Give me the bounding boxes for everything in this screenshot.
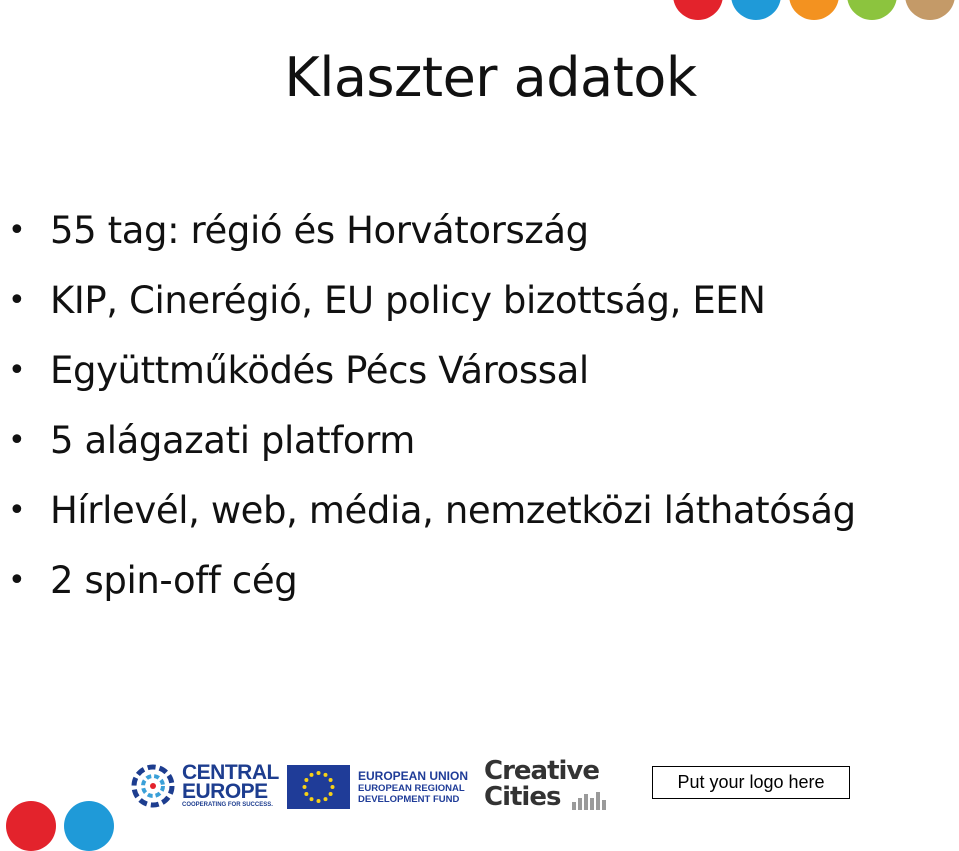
decor-dot-green bbox=[847, 0, 897, 20]
creative-cities-bars-icon bbox=[572, 792, 606, 810]
central-europe-tagline: COOPERATING FOR SUCCESS. bbox=[182, 802, 273, 808]
eu-fund-text bbox=[358, 769, 468, 805]
central-europe-line1: CENTRAL bbox=[182, 761, 279, 784]
eu-fund-line2: EUROPEAN REGIONAL bbox=[358, 783, 465, 794]
bullet-list bbox=[0, 203, 856, 623]
bullet-marker: • bbox=[8, 283, 26, 318]
eu-fund-line3: DEVELOPMENT FUND bbox=[358, 794, 460, 805]
bullet-marker: • bbox=[8, 423, 26, 458]
bullet-marker: • bbox=[8, 493, 26, 528]
eu-flag-icon bbox=[287, 765, 350, 809]
bullet-item bbox=[0, 413, 856, 483]
central-europe-logo bbox=[128, 762, 279, 810]
bullet-text: 5 alágazati platform bbox=[50, 419, 415, 462]
bullet-marker: • bbox=[8, 213, 26, 248]
decor-dot-tan bbox=[905, 0, 955, 20]
bullet-marker: • bbox=[8, 563, 26, 598]
bullet-text: Hírlevél, web, média, nemzetközi láthatóság bbox=[50, 489, 856, 532]
bullet-item bbox=[0, 553, 856, 623]
creative-cities-logo bbox=[484, 758, 599, 810]
eu-fund-logo bbox=[287, 764, 468, 810]
eu-fund-line1: EUROPEAN UNION bbox=[358, 769, 469, 783]
bullet-text: 55 tag: régió és Horvátország bbox=[50, 209, 589, 252]
bullet-item bbox=[0, 273, 856, 343]
bullet-text: 2 spin-off cég bbox=[50, 559, 298, 602]
logo-strip bbox=[0, 752, 959, 825]
central-europe-text bbox=[182, 763, 279, 809]
slide-title: Klaszter adatok bbox=[284, 46, 697, 109]
central-europe-line2: EUROPE bbox=[182, 780, 268, 803]
creative-cities-line2: Cities bbox=[484, 782, 561, 812]
central-europe-emblem-icon bbox=[128, 763, 178, 809]
bullet-item bbox=[0, 483, 856, 553]
bullet-text: KIP, Cinerégió, EU policy bizottság, EEN bbox=[50, 279, 766, 322]
logo-placeholder: Put your logo here bbox=[652, 766, 850, 799]
bullet-item bbox=[0, 343, 856, 413]
creative-cities-line1: Creative bbox=[484, 756, 600, 786]
top-decoration-dots bbox=[673, 0, 955, 20]
decor-dot-orange bbox=[789, 0, 839, 20]
decor-dot-blue bbox=[731, 0, 781, 20]
decor-dot-red bbox=[673, 0, 723, 20]
bullet-text: Együttműködés Pécs Várossal bbox=[50, 349, 589, 392]
bullet-item bbox=[0, 203, 856, 273]
bullet-marker: • bbox=[8, 353, 26, 388]
